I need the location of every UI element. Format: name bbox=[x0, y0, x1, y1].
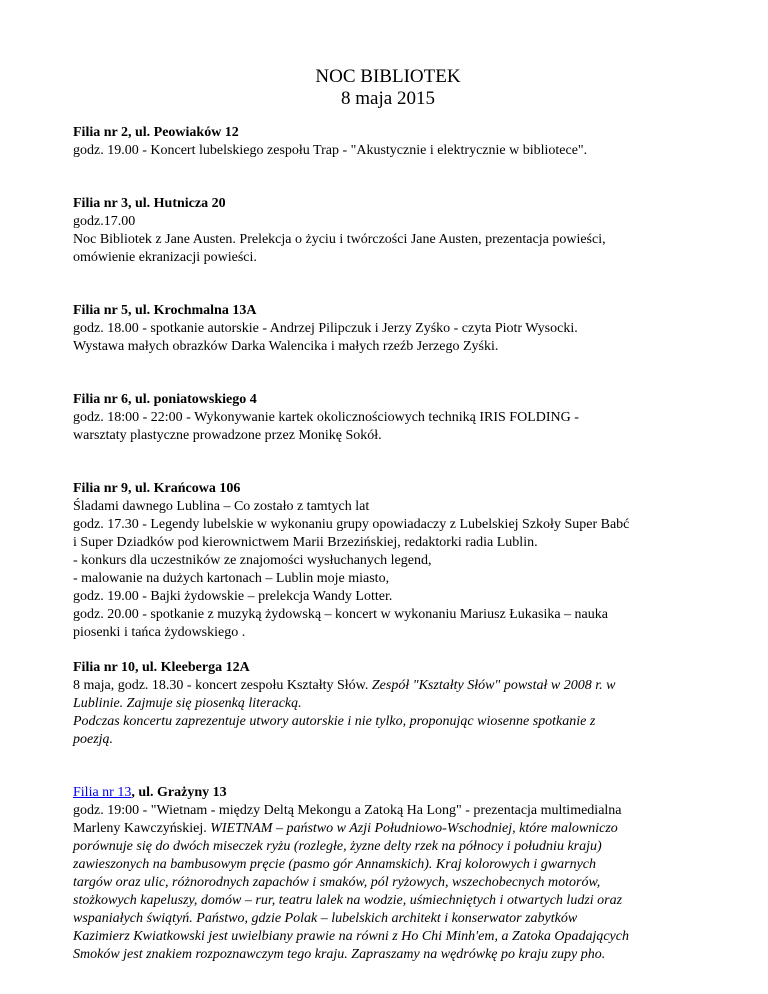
section-filia-5 bbox=[73, 302, 703, 356]
section-heading-rest: , ul. Grażyny 13 bbox=[131, 785, 227, 800]
section-text: 8 maja, godz. 18.30 - koncert zespołu Kształty Słów. bbox=[73, 678, 372, 693]
section-line: godz. 19.00 - Koncert lubelskiego zespołu Trap - "Akustycznie i elektrycznie w bibliotece". bbox=[73, 143, 588, 158]
section-text-italic: Zespół "Kształty Słów" powstał w 2008 r. w bbox=[371, 678, 616, 693]
document-title bbox=[73, 66, 703, 110]
section-heading: Filia nr 6, ul. poniatowskiego 4 bbox=[73, 392, 257, 407]
section-line bbox=[73, 677, 703, 695]
filia-13-link[interactable]: Filia nr 13 bbox=[73, 785, 132, 800]
section-line: - malowanie na dużych kartonach – Lublin moje miasto, bbox=[73, 571, 390, 586]
section-line: wspaniałych świątyń. Państwo, gdzie Polak – lubelskich architekt i konserwator zabytków bbox=[73, 911, 578, 926]
section-line: Noc Bibliotek z Jane Austen. Prelekcja o życiu i twórczości Jane Austen, prezentacja powieści, bbox=[73, 232, 606, 247]
section-line: - konkurs dla uczestników ze znajomości wysłuchanych legend, bbox=[73, 553, 432, 568]
section-line: godz.17.00 bbox=[73, 214, 136, 229]
section-line: Smoków jest znakiem rozpoznawczym tego kraju. Zapraszamy na wędrówkę po kraju zupy pho. bbox=[73, 947, 606, 962]
section-heading: Filia nr 3, ul. Hutnicza 20 bbox=[73, 196, 226, 211]
section-line: godz. 18:00 - 22:00 - Wykonywanie kartek okolicznościowych techniką IRIS FOLDING - bbox=[73, 410, 579, 425]
section-text-italic: WIETNAM – państwo w Azji Południowo-Wschodniej, które malowniczo bbox=[210, 821, 618, 836]
section-line: godz. 20.00 - spotkanie z muzyką żydowską – koncert w wykonaniu Mariusz Łukasika – nauka bbox=[73, 607, 608, 622]
section-text: Marleny Kawczyńskiej. bbox=[73, 821, 211, 836]
section-filia-3 bbox=[73, 195, 703, 267]
section-filia-9 bbox=[73, 480, 703, 642]
section-filia-6 bbox=[73, 391, 703, 445]
section-line bbox=[73, 820, 703, 838]
section-heading: Filia nr 9, ul. Krańcowa 106 bbox=[73, 481, 241, 496]
section-line: Wystawa małych obrazków Darka Walencika i małych rzeźb Jerzego Zyśki. bbox=[73, 339, 499, 354]
title-line-1: NOC BIBLIOTEK bbox=[315, 66, 461, 87]
section-heading: Filia nr 10, ul. Kleeberga 12A bbox=[73, 660, 250, 675]
section-line: warsztaty plastyczne prowadzone przez Monikę Sokół. bbox=[73, 428, 382, 443]
document-page bbox=[73, 66, 703, 964]
section-line: Lublinie. Zajmuje się piosenką literacką. bbox=[73, 696, 302, 711]
title-line-2: 8 maja 2015 bbox=[341, 88, 435, 109]
section-line: godz. 19.00 - Bajki żydowskie – prelekcja Wandy Lotter. bbox=[73, 589, 393, 604]
section-heading: Filia nr 2, ul. Peowiaków 12 bbox=[73, 125, 239, 140]
section-line: stożkowych kapeluszy, domów – rur, teatru lalek na wodzie, uśmiechniętych i otwartych ludzi oraz bbox=[73, 893, 623, 908]
section-line: Kazimierz Kwiatkowski jest uwielbiany prawie na równi z Ho Chi Minh'em, a Zatoka Opadających bbox=[73, 929, 629, 944]
section-line: zawieszonych na bambusowym pręcie (pasmo gór Annamskich). Kraj kolorowych i gwarnych bbox=[73, 857, 596, 872]
section-line: Śladami dawnego Lublina – Co zostało z tamtych lat bbox=[73, 499, 370, 514]
section-line: porównuje się do dwóch miseczek ryżu (rozległe, żyzne delty rzek na północy i południu kraju) bbox=[73, 839, 602, 854]
section-line: targów oraz ulic, różnorodnych zapachów i smaków, pól ryżowych, wszechobecnych motorów, bbox=[73, 875, 601, 890]
section-filia-10 bbox=[73, 659, 703, 749]
section-filia-13 bbox=[73, 784, 703, 964]
section-line: Podczas koncertu zaprezentuje utwory autorskie i nie tylko, proponując wiosenne spotkanie z bbox=[73, 714, 596, 729]
section-line: godz. 18.00 - spotkanie autorskie - Andrzej Pilipczuk i Jerzy Zyśko - czyta Piotr Wysocki. bbox=[73, 321, 578, 336]
section-line: poezją. bbox=[73, 732, 114, 747]
section-line: godz. 17.30 - Legendy lubelskie w wykonaniu grupy opowiadaczy z Lubelskiej Szkoły Super Babć bbox=[73, 517, 630, 532]
section-line: godz. 19:00 - "Wietnam - między Deltą Mekongu a Zatoką Ha Long" - prezentacja multimedialna bbox=[73, 803, 622, 818]
section-line: i Super Dziadków pod kierownictwem Marii Brzezińskiej, redaktorki radia Lublin. bbox=[73, 535, 538, 550]
section-heading bbox=[73, 784, 703, 802]
section-filia-2 bbox=[73, 124, 703, 160]
section-line: omówienie ekranizacji powieści. bbox=[73, 250, 257, 265]
section-line: piosenki i tańca żydowskiego . bbox=[73, 625, 246, 640]
section-heading: Filia nr 5, ul. Krochmalna 13A bbox=[73, 303, 257, 318]
